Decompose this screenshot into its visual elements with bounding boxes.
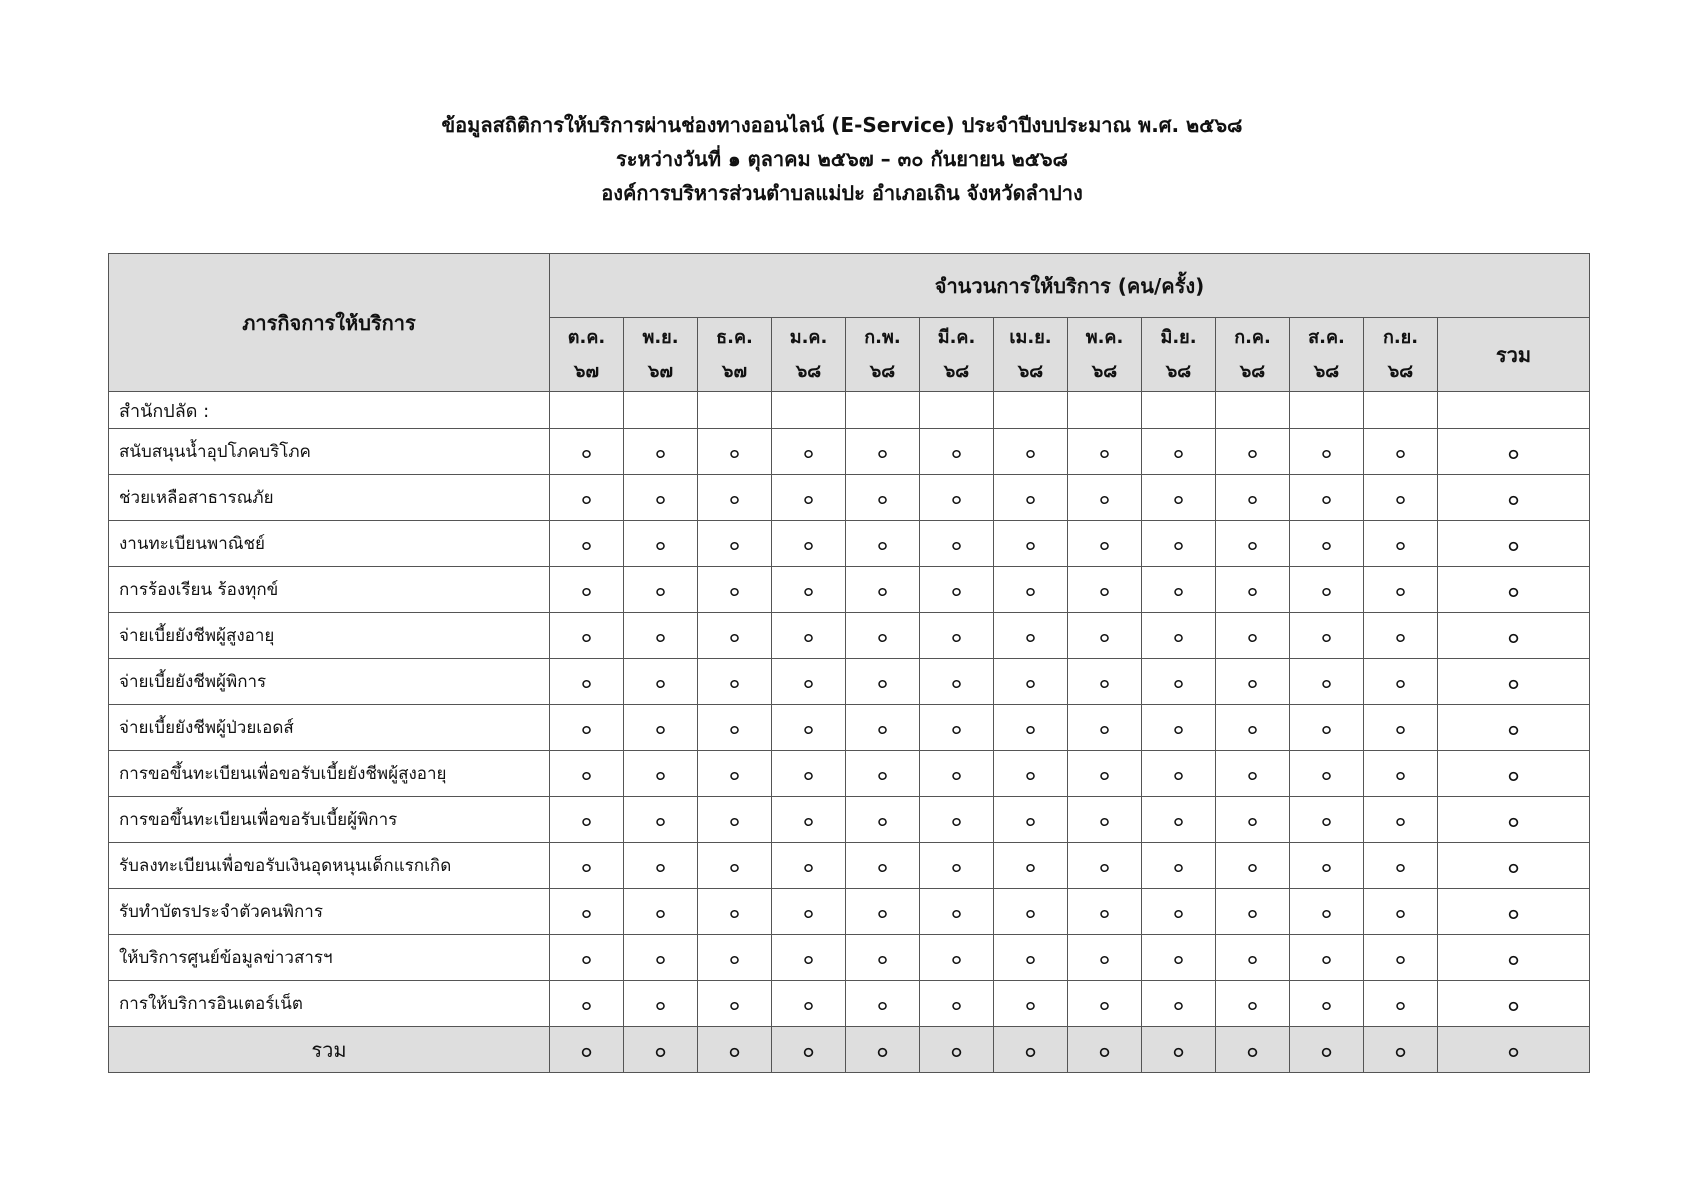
month-header-7 (994, 318, 1068, 392)
month-value-cell: ๐ (550, 935, 624, 981)
month-value-cell: ๐ (920, 797, 994, 843)
month-header-6 (920, 318, 994, 392)
month-value-cell: ๐ (994, 843, 1068, 889)
month-value-cell: ๐ (1290, 935, 1364, 981)
month-value-cell: ๐ (1068, 521, 1142, 567)
month-header-5 (846, 318, 920, 392)
month-value-cell: ๐ (624, 843, 698, 889)
month-value-cell: ๐ (1216, 751, 1290, 797)
row-total-cell: ๐ (1438, 521, 1590, 567)
sum-month-cell: ๐ (1068, 1027, 1142, 1073)
month-value-cell: ๐ (1364, 613, 1438, 659)
row-total-cell: ๐ (1438, 429, 1590, 475)
month-value-cell: ๐ (994, 613, 1068, 659)
month-value-cell: ๐ (624, 705, 698, 751)
month-value-cell: ๐ (994, 429, 1068, 475)
month-value-cell: ๐ (772, 981, 846, 1027)
document-period: ระหว่างวันที่ ๑ ตุลาคม ๒๕๖๗ – ๓๐ กันยายน ๒๕๖๘ (616, 147, 1068, 171)
month-value-cell: ๐ (698, 751, 772, 797)
month-name: ก.ย. (1382, 326, 1419, 348)
month-value-cell: ๐ (846, 843, 920, 889)
sum-row (109, 1027, 1590, 1073)
month-year: ๖๗ (648, 360, 673, 382)
task-name-cell: ช่วยเหลือสาธารณภัย (109, 475, 550, 521)
month-value-cell: ๐ (1068, 705, 1142, 751)
month-value-cell: ๐ (698, 981, 772, 1027)
month-value-cell: ๐ (920, 429, 994, 475)
section-label: สำนักปลัด : (109, 392, 550, 429)
month-name: ก.ค. (1234, 326, 1271, 348)
month-value-cell: ๐ (1142, 475, 1216, 521)
section-empty-cell (846, 392, 920, 429)
section-empty-cell (550, 392, 624, 429)
month-value-cell: ๐ (920, 935, 994, 981)
month-value-cell: ๐ (1142, 889, 1216, 935)
month-value-cell: ๐ (698, 429, 772, 475)
month-value-cell: ๐ (624, 889, 698, 935)
sum-month-cell: ๐ (1364, 1027, 1438, 1073)
month-value-cell: ๐ (846, 981, 920, 1027)
month-value-cell: ๐ (1068, 751, 1142, 797)
month-value-cell: ๐ (624, 659, 698, 705)
month-year: ๖๗ (574, 360, 599, 382)
month-value-cell: ๐ (994, 751, 1068, 797)
row-total-cell: ๐ (1438, 613, 1590, 659)
month-value-cell: ๐ (1216, 659, 1290, 705)
month-value-cell: ๐ (1364, 889, 1438, 935)
month-value-cell: ๐ (772, 567, 846, 613)
month-value-cell: ๐ (1142, 843, 1216, 889)
month-value-cell: ๐ (624, 613, 698, 659)
month-year: ๖๘ (943, 360, 970, 382)
month-header-3 (698, 318, 772, 392)
sum-month-cell: ๐ (846, 1027, 920, 1073)
row-total-cell: ๐ (1438, 843, 1590, 889)
task-name-cell: จ่ายเบี้ยยังชีพผู้พิการ (109, 659, 550, 705)
month-value-cell: ๐ (550, 843, 624, 889)
month-value-cell: ๐ (624, 981, 698, 1027)
sum-month-cell: ๐ (550, 1027, 624, 1073)
table-row (109, 429, 1590, 475)
month-value-cell: ๐ (698, 889, 772, 935)
month-header-12 (1364, 318, 1438, 392)
month-value-cell: ๐ (772, 843, 846, 889)
month-value-cell: ๐ (1142, 797, 1216, 843)
month-header-1 (550, 318, 624, 392)
month-value-cell: ๐ (624, 751, 698, 797)
month-value-cell: ๐ (772, 613, 846, 659)
month-value-cell: ๐ (1290, 751, 1364, 797)
sum-month-cell: ๐ (1290, 1027, 1364, 1073)
month-value-cell: ๐ (698, 475, 772, 521)
month-value-cell: ๐ (994, 889, 1068, 935)
month-value-cell: ๐ (920, 475, 994, 521)
month-value-cell: ๐ (920, 521, 994, 567)
sum-month-cell: ๐ (772, 1027, 846, 1073)
document-header (0, 108, 1684, 210)
month-value-cell: ๐ (1290, 843, 1364, 889)
month-value-cell: ๐ (1364, 475, 1438, 521)
month-value-cell: ๐ (1364, 981, 1438, 1027)
document-title: ข้อมูลสถิติการให้บริการผ่านช่องทางออนไลน์ (E-Service) ประจำปีงบประมาณ พ.ศ. ๒๕๖๘ (441, 113, 1243, 137)
table-row (109, 613, 1590, 659)
row-total-cell: ๐ (1438, 567, 1590, 613)
row-total-cell: ๐ (1438, 935, 1590, 981)
sum-month-cell: ๐ (920, 1027, 994, 1073)
month-value-cell: ๐ (846, 567, 920, 613)
row-total-cell: ๐ (1438, 475, 1590, 521)
month-value-cell: ๐ (1068, 981, 1142, 1027)
month-value-cell: ๐ (1364, 659, 1438, 705)
month-value-cell: ๐ (1290, 705, 1364, 751)
total-column-header: รวม (1438, 318, 1590, 392)
task-name-cell: สนับสนุนน้ำอุปโภคบริโภค (109, 429, 550, 475)
month-value-cell: ๐ (772, 659, 846, 705)
month-value-cell: ๐ (920, 751, 994, 797)
document-organization: องค์การบริหารส่วนตำบลแม่ปะ อำเภอเถิน จังหวัดลำปาง (601, 181, 1083, 205)
month-value-cell: ๐ (772, 521, 846, 567)
month-value-cell: ๐ (1364, 705, 1438, 751)
task-name-cell: จ่ายเบี้ยยังชีพผู้ป่วยเอดส์ (109, 705, 550, 751)
month-year: ๖๘ (1165, 360, 1192, 382)
month-name: เม.ย. (1009, 326, 1052, 348)
count-column-header: จำนวนการให้บริการ (คน/ครั้ง) (550, 254, 1590, 318)
month-value-cell: ๐ (698, 613, 772, 659)
month-value-cell: ๐ (1142, 521, 1216, 567)
month-value-cell: ๐ (920, 659, 994, 705)
month-value-cell: ๐ (1142, 751, 1216, 797)
month-value-cell: ๐ (1290, 475, 1364, 521)
month-value-cell: ๐ (1216, 981, 1290, 1027)
section-empty-cell (1068, 392, 1142, 429)
task-name-cell: การขอขึ้นทะเบียนเพื่อขอรับเบี้ยยังชีพผู้สูงอายุ (109, 751, 550, 797)
month-value-cell: ๐ (1068, 889, 1142, 935)
month-value-cell: ๐ (624, 521, 698, 567)
month-value-cell: ๐ (698, 935, 772, 981)
month-name: ก.พ. (864, 326, 901, 348)
section-empty-cell (1438, 392, 1590, 429)
month-value-cell: ๐ (1068, 567, 1142, 613)
grand-total-cell: ๐ (1438, 1027, 1590, 1073)
month-value-cell: ๐ (698, 521, 772, 567)
month-header-9 (1142, 318, 1216, 392)
task-name-cell: ให้บริการศูนย์ข้อมูลข่าวสารฯ (109, 935, 550, 981)
month-name: พ.ค. (1085, 326, 1124, 348)
section-empty-cell (1142, 392, 1216, 429)
table-row (109, 889, 1590, 935)
month-value-cell: ๐ (1068, 797, 1142, 843)
month-value-cell: ๐ (846, 797, 920, 843)
month-value-cell: ๐ (550, 475, 624, 521)
month-value-cell: ๐ (1290, 521, 1364, 567)
month-name: ส.ค. (1308, 326, 1345, 348)
month-value-cell: ๐ (624, 475, 698, 521)
month-value-cell: ๐ (846, 613, 920, 659)
month-value-cell: ๐ (772, 475, 846, 521)
month-value-cell: ๐ (846, 751, 920, 797)
month-value-cell: ๐ (1216, 935, 1290, 981)
task-name-cell: การให้บริการอินเตอร์เน็ต (109, 981, 550, 1027)
month-name: พ.ย. (642, 326, 679, 348)
task-name-cell: จ่ายเบี้ยยังชีพผู้สูงอายุ (109, 613, 550, 659)
month-year: ๖๘ (1387, 360, 1414, 382)
month-header-11 (1290, 318, 1364, 392)
month-value-cell: ๐ (698, 659, 772, 705)
month-value-cell: ๐ (994, 521, 1068, 567)
month-value-cell: ๐ (846, 429, 920, 475)
table-row (109, 751, 1590, 797)
month-value-cell: ๐ (1216, 705, 1290, 751)
month-value-cell: ๐ (1142, 429, 1216, 475)
table-row (109, 797, 1590, 843)
month-value-cell: ๐ (550, 797, 624, 843)
row-total-cell: ๐ (1438, 981, 1590, 1027)
month-value-cell: ๐ (1068, 475, 1142, 521)
month-value-cell: ๐ (550, 751, 624, 797)
table-row (109, 567, 1590, 613)
section-empty-cell (698, 392, 772, 429)
task-name-cell: รับลงทะเบียนเพื่อขอรับเงินอุดหนุนเด็กแรกเกิด (109, 843, 550, 889)
month-value-cell: ๐ (1364, 797, 1438, 843)
month-year: ๖๘ (1017, 360, 1044, 382)
row-total-cell: ๐ (1438, 659, 1590, 705)
month-value-cell: ๐ (1364, 751, 1438, 797)
section-empty-cell (1290, 392, 1364, 429)
section-empty-cell (772, 392, 846, 429)
month-value-cell: ๐ (1216, 521, 1290, 567)
sum-month-cell: ๐ (698, 1027, 772, 1073)
month-value-cell: ๐ (1142, 981, 1216, 1027)
task-column-header: ภารกิจการให้บริการ (109, 254, 550, 392)
month-value-cell: ๐ (994, 475, 1068, 521)
month-value-cell: ๐ (1290, 429, 1364, 475)
section-empty-cell (1364, 392, 1438, 429)
section-empty-cell (920, 392, 994, 429)
month-year: ๖๘ (795, 360, 822, 382)
month-value-cell: ๐ (1290, 567, 1364, 613)
month-value-cell: ๐ (550, 705, 624, 751)
month-year: ๖๗ (722, 360, 747, 382)
month-value-cell: ๐ (1142, 613, 1216, 659)
task-name-cell: การร้องเรียน ร้องทุกข์ (109, 567, 550, 613)
month-value-cell: ๐ (994, 659, 1068, 705)
header-row-1 (109, 254, 1590, 318)
table-row (109, 843, 1590, 889)
month-value-cell: ๐ (624, 797, 698, 843)
section-empty-cell (994, 392, 1068, 429)
month-value-cell: ๐ (846, 889, 920, 935)
month-value-cell: ๐ (846, 659, 920, 705)
month-value-cell: ๐ (772, 797, 846, 843)
month-value-cell: ๐ (550, 889, 624, 935)
month-value-cell: ๐ (550, 613, 624, 659)
month-value-cell: ๐ (994, 567, 1068, 613)
month-value-cell: ๐ (920, 981, 994, 1027)
sum-month-cell: ๐ (1216, 1027, 1290, 1073)
sum-month-cell: ๐ (1142, 1027, 1216, 1073)
month-value-cell: ๐ (698, 797, 772, 843)
month-value-cell: ๐ (1290, 797, 1364, 843)
month-value-cell: ๐ (1364, 843, 1438, 889)
month-value-cell: ๐ (846, 705, 920, 751)
month-value-cell: ๐ (624, 429, 698, 475)
row-total-cell: ๐ (1438, 797, 1590, 843)
month-value-cell: ๐ (1142, 705, 1216, 751)
month-name: มิ.ย. (1160, 326, 1197, 348)
month-value-cell: ๐ (1068, 843, 1142, 889)
month-value-cell: ๐ (1290, 889, 1364, 935)
row-total-cell: ๐ (1438, 705, 1590, 751)
month-value-cell: ๐ (1290, 659, 1364, 705)
table-row (109, 475, 1590, 521)
table-row (109, 935, 1590, 981)
month-value-cell: ๐ (1216, 843, 1290, 889)
month-value-cell: ๐ (550, 659, 624, 705)
month-value-cell: ๐ (1216, 475, 1290, 521)
month-value-cell: ๐ (994, 705, 1068, 751)
month-value-cell: ๐ (1216, 429, 1290, 475)
month-value-cell: ๐ (1142, 659, 1216, 705)
month-name: มี.ค. (937, 326, 976, 348)
month-value-cell: ๐ (698, 567, 772, 613)
month-header-4 (772, 318, 846, 392)
month-value-cell: ๐ (1364, 935, 1438, 981)
month-value-cell: ๐ (1068, 429, 1142, 475)
month-year: ๖๘ (869, 360, 896, 382)
month-value-cell: ๐ (1216, 889, 1290, 935)
month-value-cell: ๐ (994, 935, 1068, 981)
month-value-cell: ๐ (920, 889, 994, 935)
month-value-cell: ๐ (994, 797, 1068, 843)
month-value-cell: ๐ (1216, 797, 1290, 843)
month-value-cell: ๐ (772, 429, 846, 475)
month-year: ๖๘ (1313, 360, 1340, 382)
table-row (109, 981, 1590, 1027)
section-row (109, 392, 1590, 429)
table-row (109, 659, 1590, 705)
month-value-cell: ๐ (846, 935, 920, 981)
row-total-cell: ๐ (1438, 889, 1590, 935)
month-value-cell: ๐ (1068, 935, 1142, 981)
month-value-cell: ๐ (772, 751, 846, 797)
row-total-cell: ๐ (1438, 751, 1590, 797)
month-value-cell: ๐ (550, 567, 624, 613)
month-name: ม.ค. (789, 326, 828, 348)
month-value-cell: ๐ (550, 981, 624, 1027)
month-header-10 (1216, 318, 1290, 392)
month-value-cell: ๐ (1068, 613, 1142, 659)
month-header-2 (624, 318, 698, 392)
month-value-cell: ๐ (772, 889, 846, 935)
month-value-cell: ๐ (846, 475, 920, 521)
month-year: ๖๘ (1239, 360, 1266, 382)
month-value-cell: ๐ (1068, 659, 1142, 705)
month-value-cell: ๐ (994, 981, 1068, 1027)
month-value-cell: ๐ (624, 935, 698, 981)
month-name: ต.ค. (567, 326, 606, 348)
month-header-8 (1068, 318, 1142, 392)
month-value-cell: ๐ (698, 705, 772, 751)
month-value-cell: ๐ (772, 935, 846, 981)
task-name-cell: การขอขึ้นทะเบียนเพื่อขอรับเบี้ยผู้พิการ (109, 797, 550, 843)
month-value-cell: ๐ (698, 843, 772, 889)
sum-label: รวม (109, 1027, 550, 1073)
section-empty-cell (624, 392, 698, 429)
month-value-cell: ๐ (920, 843, 994, 889)
month-value-cell: ๐ (846, 521, 920, 567)
month-value-cell: ๐ (1290, 613, 1364, 659)
month-value-cell: ๐ (920, 613, 994, 659)
statistics-table (108, 253, 1590, 1073)
month-value-cell: ๐ (772, 705, 846, 751)
month-value-cell: ๐ (1142, 935, 1216, 981)
month-value-cell: ๐ (550, 521, 624, 567)
month-value-cell: ๐ (550, 429, 624, 475)
month-name: ธ.ค. (716, 326, 753, 348)
month-value-cell: ๐ (1364, 567, 1438, 613)
table-row (109, 521, 1590, 567)
month-value-cell: ๐ (1364, 521, 1438, 567)
month-value-cell: ๐ (1364, 429, 1438, 475)
task-name-cell: รับทำบัตรประจำตัวคนพิการ (109, 889, 550, 935)
month-value-cell: ๐ (1216, 567, 1290, 613)
month-value-cell: ๐ (624, 567, 698, 613)
month-value-cell: ๐ (1142, 567, 1216, 613)
sum-month-cell: ๐ (624, 1027, 698, 1073)
month-value-cell: ๐ (1216, 613, 1290, 659)
sum-month-cell: ๐ (994, 1027, 1068, 1073)
task-name-cell: งานทะเบียนพาณิชย์ (109, 521, 550, 567)
month-year: ๖๘ (1091, 360, 1118, 382)
section-empty-cell (1216, 392, 1290, 429)
table-row (109, 705, 1590, 751)
month-value-cell: ๐ (920, 567, 994, 613)
month-value-cell: ๐ (1290, 981, 1364, 1027)
month-value-cell: ๐ (920, 705, 994, 751)
